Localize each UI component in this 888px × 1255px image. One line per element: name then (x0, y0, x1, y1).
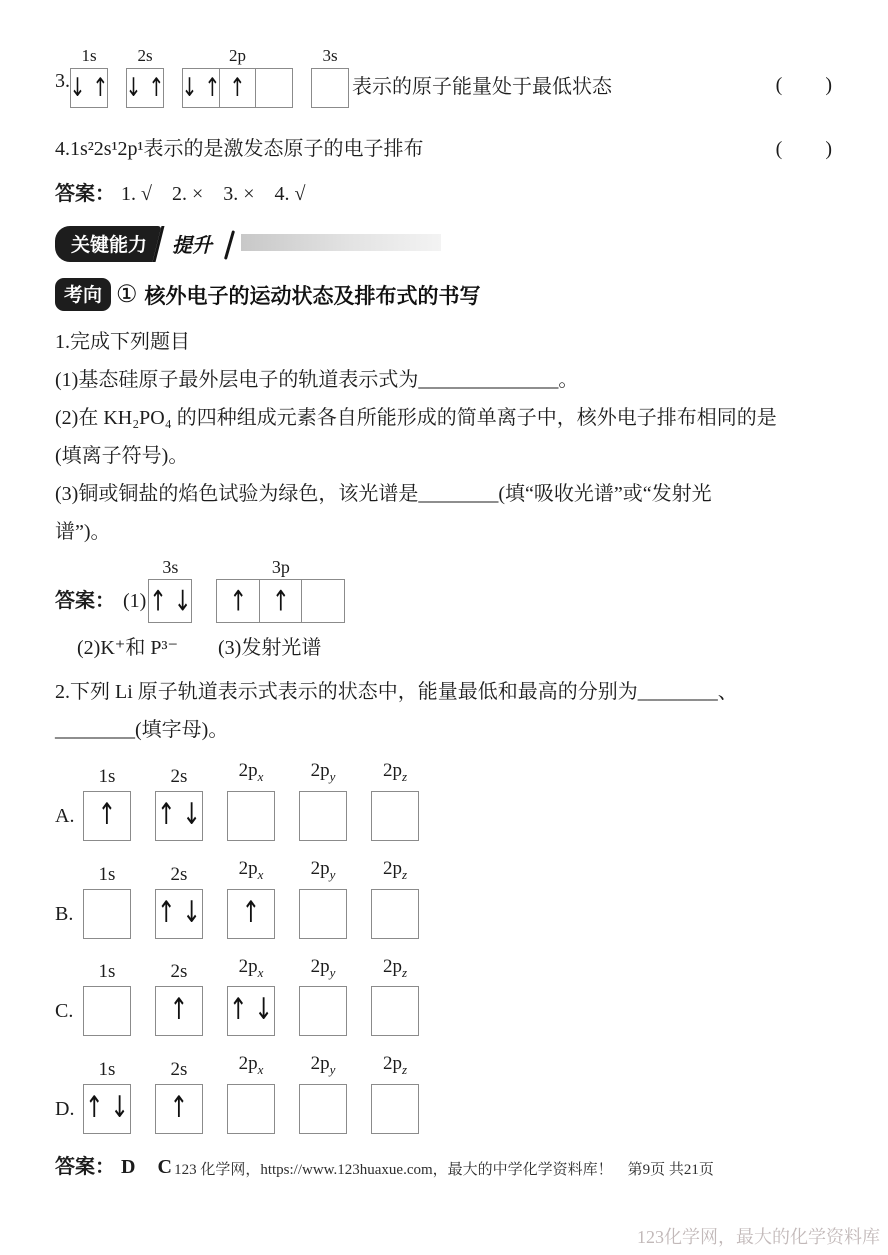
orbital-group-label: $2p_x$ (238, 857, 264, 882)
orbital-group (299, 857, 347, 939)
orbital-cell (219, 68, 257, 108)
orbital-group (83, 765, 131, 841)
orbital-cell (83, 791, 131, 841)
orbital-group-label: $2p_z$ (382, 1053, 408, 1078)
answer-1-rest: (2)K⁺和 P³⁻ (3)发射光谱 (77, 637, 322, 659)
down-arrow-icon: ↓ (182, 798, 201, 832)
orbital-group-label: $2p_z$ (382, 857, 408, 882)
down-arrow-icon: ↓ (181, 72, 198, 103)
down-arrow-icon: ↓ (110, 1091, 129, 1126)
orbital-group-label: $2p_y$ (310, 955, 336, 980)
kaoxiang-title: 核外电子的运动状态及排布式的书写 (144, 284, 481, 308)
orbital-cell (126, 68, 164, 108)
orbital-group-label: 1s (98, 765, 116, 787)
orbital-cell (299, 889, 347, 939)
orbital-cell (371, 889, 419, 939)
question-1-part3-line2: 谱”)。 (55, 521, 111, 543)
orbital-group (83, 863, 131, 939)
option-b-letter: B. (55, 902, 74, 925)
up-arrow-icon: ↑ (272, 584, 290, 617)
kaoxiang-badge: 考向 (55, 278, 111, 311)
question-1-part2-line2: (填离子符号)。 (55, 445, 189, 467)
orbital-group (83, 960, 131, 1036)
orbital-group-label: 2s (170, 1059, 188, 1081)
up-arrow-icon: ↑ (204, 72, 221, 103)
orbital-cell (227, 791, 275, 841)
orbital-cell (299, 1084, 347, 1134)
orbital-cell (155, 1084, 203, 1134)
orbital-cell (148, 579, 192, 623)
question-4-text: 4.1s²2s¹2p¹表示的是激发态原子的电子排布 (55, 138, 424, 160)
question-3 (55, 46, 833, 108)
orbital-group (227, 1052, 275, 1134)
orbital-cell (155, 889, 203, 939)
orbital-group (155, 863, 203, 939)
up-arrow-icon: ↑ (149, 584, 167, 617)
up-arrow-icon: ↑ (85, 1091, 104, 1126)
orbital-cell (371, 791, 419, 841)
orbital-group-label: 2s (170, 961, 188, 983)
up-arrow-icon: ↑ (157, 798, 176, 832)
orbital-cell (371, 1084, 419, 1134)
orbital-diagram-option-c (83, 955, 419, 1037)
orbital-cell (83, 1084, 131, 1134)
answer-1-part-number: (1) (123, 590, 147, 612)
up-arrow-icon: ↑ (229, 993, 248, 1028)
orbital-cell (311, 68, 349, 108)
orbital-group-label: 1s (98, 1059, 116, 1081)
up-arrow-icon: ↑ (229, 72, 246, 103)
up-arrow-icon: ↑ (229, 584, 248, 617)
orbital-group-label: 1s (98, 961, 116, 983)
orbital-group (227, 857, 275, 939)
orbital-group-label: 2s (137, 46, 153, 65)
orbital-group (227, 955, 275, 1037)
orbital-diagram-answer1 (148, 557, 345, 623)
question-1-part3-line1: (3)铜或铜盐的焰色试验为绿色，该光谱是________(填“吸收光谱”或“发射光 (55, 483, 712, 505)
orbital-group-label: 2s (170, 863, 188, 885)
orbital-cell (301, 579, 345, 623)
page-footer: 123 化学网，https://www.123huaxue.com，最大的中学化学资料库！ 第9页 共21页 (174, 1162, 714, 1178)
section-ribbon (55, 226, 833, 262)
question-4-answer-bracket: ( ) (775, 138, 833, 160)
orbital-group (299, 1052, 347, 1134)
orbital-group-label: 3p (271, 557, 290, 577)
orbital-diagram-q3 (70, 46, 349, 108)
orbital-group (371, 955, 419, 1037)
orbital-group (371, 857, 419, 939)
answers-judgement (55, 177, 833, 206)
orbital-group-label: 2p (229, 46, 246, 65)
orbital-cell (216, 579, 260, 623)
orbital-group (70, 46, 108, 108)
option-d-row (55, 1052, 833, 1134)
orbital-group (299, 955, 347, 1037)
orbital-group-label: $2p_x$ (238, 760, 264, 784)
orbital-group-label: $2p_y$ (310, 760, 336, 784)
orbital-group (126, 46, 164, 108)
option-c-letter: C. (55, 1000, 74, 1023)
orbital-cell (227, 1084, 275, 1134)
answers-2-label: 答案： (55, 1156, 115, 1179)
orbital-group-label: $2p_y$ (310, 1053, 336, 1078)
orbital-group (371, 1052, 419, 1134)
option-b-row (55, 857, 833, 939)
up-arrow-icon: ↑ (157, 896, 176, 930)
site-watermark: 123化学网，最大的化学资料库 (637, 1227, 880, 1247)
orbital-group-label: $2p_x$ (238, 955, 264, 980)
answers-label: 答案： (55, 183, 115, 205)
up-arrow-icon: ↑ (148, 72, 165, 103)
answers-2-items: D C (121, 1156, 173, 1179)
orbital-group-label: 2s (170, 765, 188, 787)
down-arrow-icon: ↓ (254, 993, 273, 1028)
option-a-letter: A. (55, 804, 75, 827)
up-arrow-icon: ↑ (169, 993, 189, 1028)
orbital-group (216, 557, 345, 623)
orbital-diagram-option-b (83, 857, 419, 939)
orbital-cell (259, 579, 303, 623)
answer-1-label: 答案： (55, 590, 115, 612)
up-arrow-icon: ↑ (92, 72, 109, 103)
orbital-group-label: 3s (162, 557, 179, 577)
orbital-group (155, 1058, 203, 1134)
down-arrow-icon: ↓ (182, 896, 201, 930)
orbital-cell (83, 986, 131, 1036)
orbital-group (83, 1058, 131, 1134)
question-2-line1: 2.下列 Li 原子轨道表示式表示的状态中，能量最低和最高的分别为________、 (55, 681, 738, 703)
option-c-row (55, 955, 833, 1037)
option-d-letter: D. (55, 1098, 75, 1121)
down-arrow-icon: ↓ (173, 584, 192, 617)
orbital-cell (299, 791, 347, 841)
up-arrow-icon: ↑ (241, 896, 261, 930)
orbital-group (182, 46, 293, 108)
orbital-cell (70, 68, 108, 108)
orbital-group (155, 765, 203, 841)
down-arrow-icon: ↓ (69, 72, 86, 103)
up-arrow-icon: ↑ (169, 1091, 189, 1126)
answer-1-row (55, 557, 833, 623)
orbital-cell (299, 986, 347, 1036)
orbital-cell (83, 889, 131, 939)
orbital-group (148, 557, 192, 623)
orbital-cell (371, 986, 419, 1036)
orbital-cell (227, 889, 275, 939)
ribbon-gradient-bar (241, 234, 441, 251)
orbital-group-label: 3s (322, 46, 338, 65)
orbital-group-label: 1s (98, 863, 116, 885)
orbital-diagram-option-d (83, 1052, 419, 1134)
orbital-cell (255, 68, 293, 108)
orbital-group-label: $2p_z$ (382, 955, 408, 980)
question-3-text: 表示的原子能量处于最低状态 (352, 76, 612, 98)
orbital-group (311, 46, 349, 108)
exam-direction-heading (55, 278, 833, 311)
question-4 (55, 132, 833, 161)
down-arrow-icon: ↓ (125, 72, 142, 103)
question-1-heading: 1.完成下列题目 (55, 331, 190, 353)
question-1-part1: (1)基态硅原子最外层电子的轨道表示式为______________。 (55, 369, 579, 391)
option-a-row (55, 759, 833, 841)
orbital-group-label: $2p_z$ (382, 760, 408, 784)
orbital-cell (155, 791, 203, 841)
orbital-group (227, 759, 275, 841)
question-2-line2: ________(填字母)。 (55, 719, 229, 741)
question-3-answer-bracket: ( ) (775, 74, 833, 96)
answers-items: 1. √ 2. × 3. × 4. √ (121, 183, 306, 205)
orbital-group (371, 759, 419, 841)
orbital-group-label: $2p_y$ (310, 857, 336, 882)
section-tilt-label: 提升 (153, 226, 231, 262)
orbital-group-label: 1s (81, 46, 97, 65)
question-3-number: 3. (55, 70, 70, 92)
circled-one-icon: ① (116, 281, 138, 308)
orbital-group (155, 960, 203, 1036)
orbital-diagram-option-a (83, 759, 419, 841)
up-arrow-icon: ↑ (97, 798, 117, 832)
orbital-group (299, 759, 347, 841)
orbital-cell (227, 986, 275, 1036)
orbital-cell (155, 986, 203, 1036)
orbital-cell (182, 68, 220, 108)
section-badge: 关键能力 (55, 226, 161, 262)
question-1-part2-line1: (2)在 KH₂PO₄ 的四种组成元素各自所能形成的简单离子中，核外电子排布相同的是 (55, 407, 777, 429)
orbital-group-label: $2p_x$ (238, 1053, 264, 1078)
